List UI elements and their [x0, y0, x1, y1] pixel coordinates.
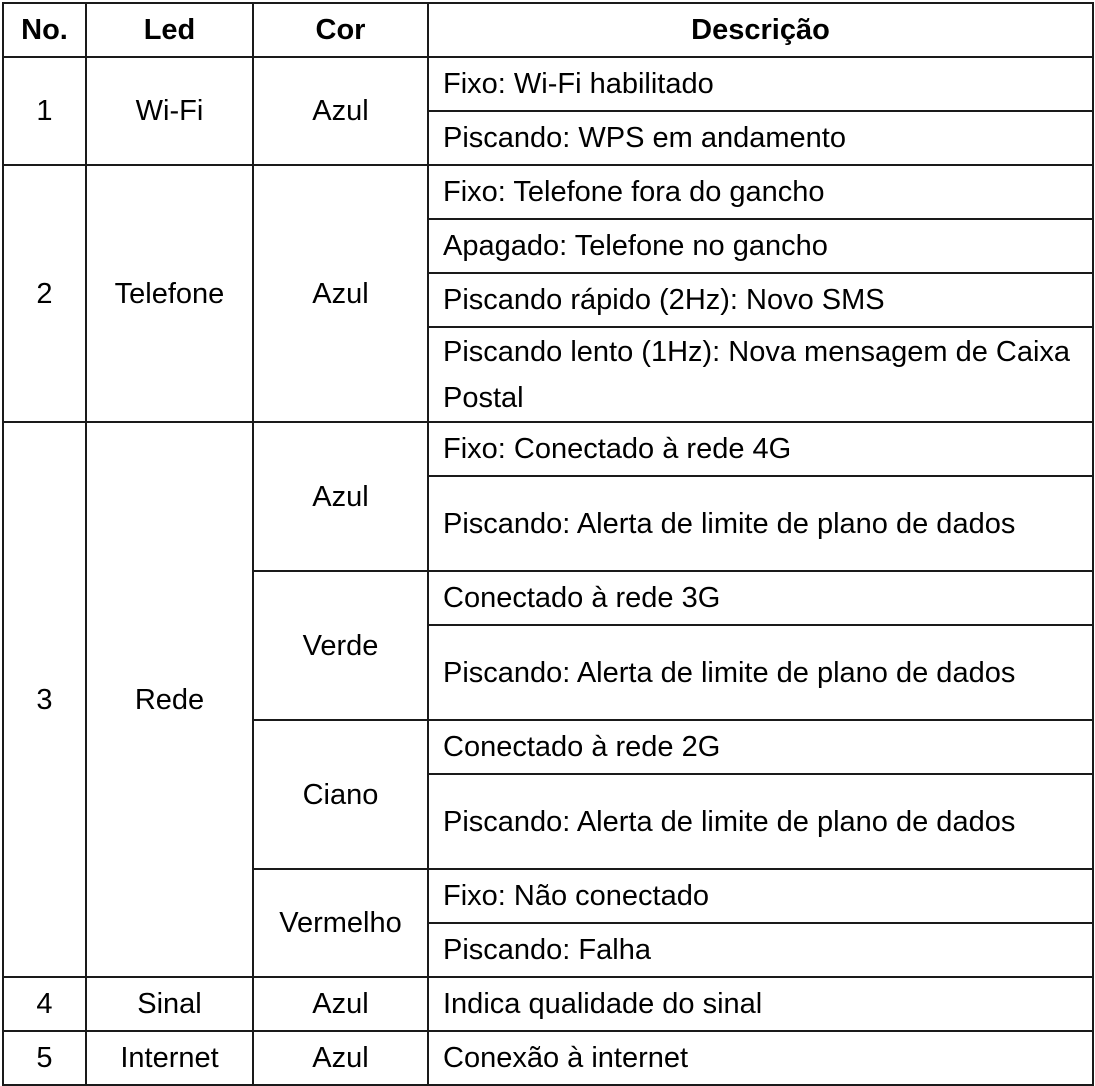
cell-no: 1 [3, 57, 86, 165]
cell-descricao: Conectado à rede 2G [428, 720, 1093, 774]
cell-no: 4 [3, 977, 86, 1031]
cell-descricao: Piscando: Falha [428, 923, 1093, 977]
header-row [3, 3, 1093, 57]
cell-cor: Azul [253, 165, 428, 422]
cell-cor: Vermelho [253, 869, 428, 977]
cell-descricao: Piscando: Alerta de limite de plano de dados [428, 625, 1093, 720]
cell-no: 2 [3, 165, 86, 422]
cell-led: Wi-Fi [86, 57, 253, 165]
table-row [3, 422, 1093, 476]
cell-descricao: Fixo: Conectado à rede 4G [428, 422, 1093, 476]
cell-cor: Verde [253, 571, 428, 720]
table-row [3, 165, 1093, 219]
cell-no: 5 [3, 1031, 86, 1085]
cell-cor: Ciano [253, 720, 428, 869]
header-cor: Cor [253, 3, 428, 57]
cell-descricao: Indica qualidade do sinal [428, 977, 1093, 1031]
cell-led: Rede [86, 422, 253, 977]
cell-descricao: Piscando: WPS em andamento [428, 111, 1093, 165]
cell-descricao: Conectado à rede 3G [428, 571, 1093, 625]
cell-cor: Azul [253, 57, 428, 165]
cell-descricao: Fixo: Telefone fora do gancho [428, 165, 1093, 219]
table-row [3, 1031, 1093, 1085]
table-row [3, 57, 1093, 111]
cell-descricao: Fixo: Wi-Fi habilitado [428, 57, 1093, 111]
header-descricao: Descrição [428, 3, 1093, 57]
cell-descricao: Apagado: Telefone no gancho [428, 219, 1093, 273]
cell-led: Internet [86, 1031, 253, 1085]
cell-led: Sinal [86, 977, 253, 1031]
led-status-table [2, 2, 1094, 1086]
table-row [3, 977, 1093, 1031]
cell-cor: Azul [253, 977, 428, 1031]
cell-descricao: Piscando: Alerta de limite de plano de dados [428, 476, 1093, 571]
cell-descricao: Conexão à internet [428, 1031, 1093, 1085]
cell-descricao: Piscando: Alerta de limite de plano de dados [428, 774, 1093, 869]
header-led: Led [86, 3, 253, 57]
cell-no: 3 [3, 422, 86, 977]
cell-led: Telefone [86, 165, 253, 422]
cell-descricao: Piscando lento (1Hz): Nova mensagem de Caixa Postal [428, 327, 1093, 422]
header-no: No. [3, 3, 86, 57]
cell-cor: Azul [253, 422, 428, 571]
cell-cor: Azul [253, 1031, 428, 1085]
cell-descricao: Fixo: Não conectado [428, 869, 1093, 923]
cell-descricao: Piscando rápido (2Hz): Novo SMS [428, 273, 1093, 327]
